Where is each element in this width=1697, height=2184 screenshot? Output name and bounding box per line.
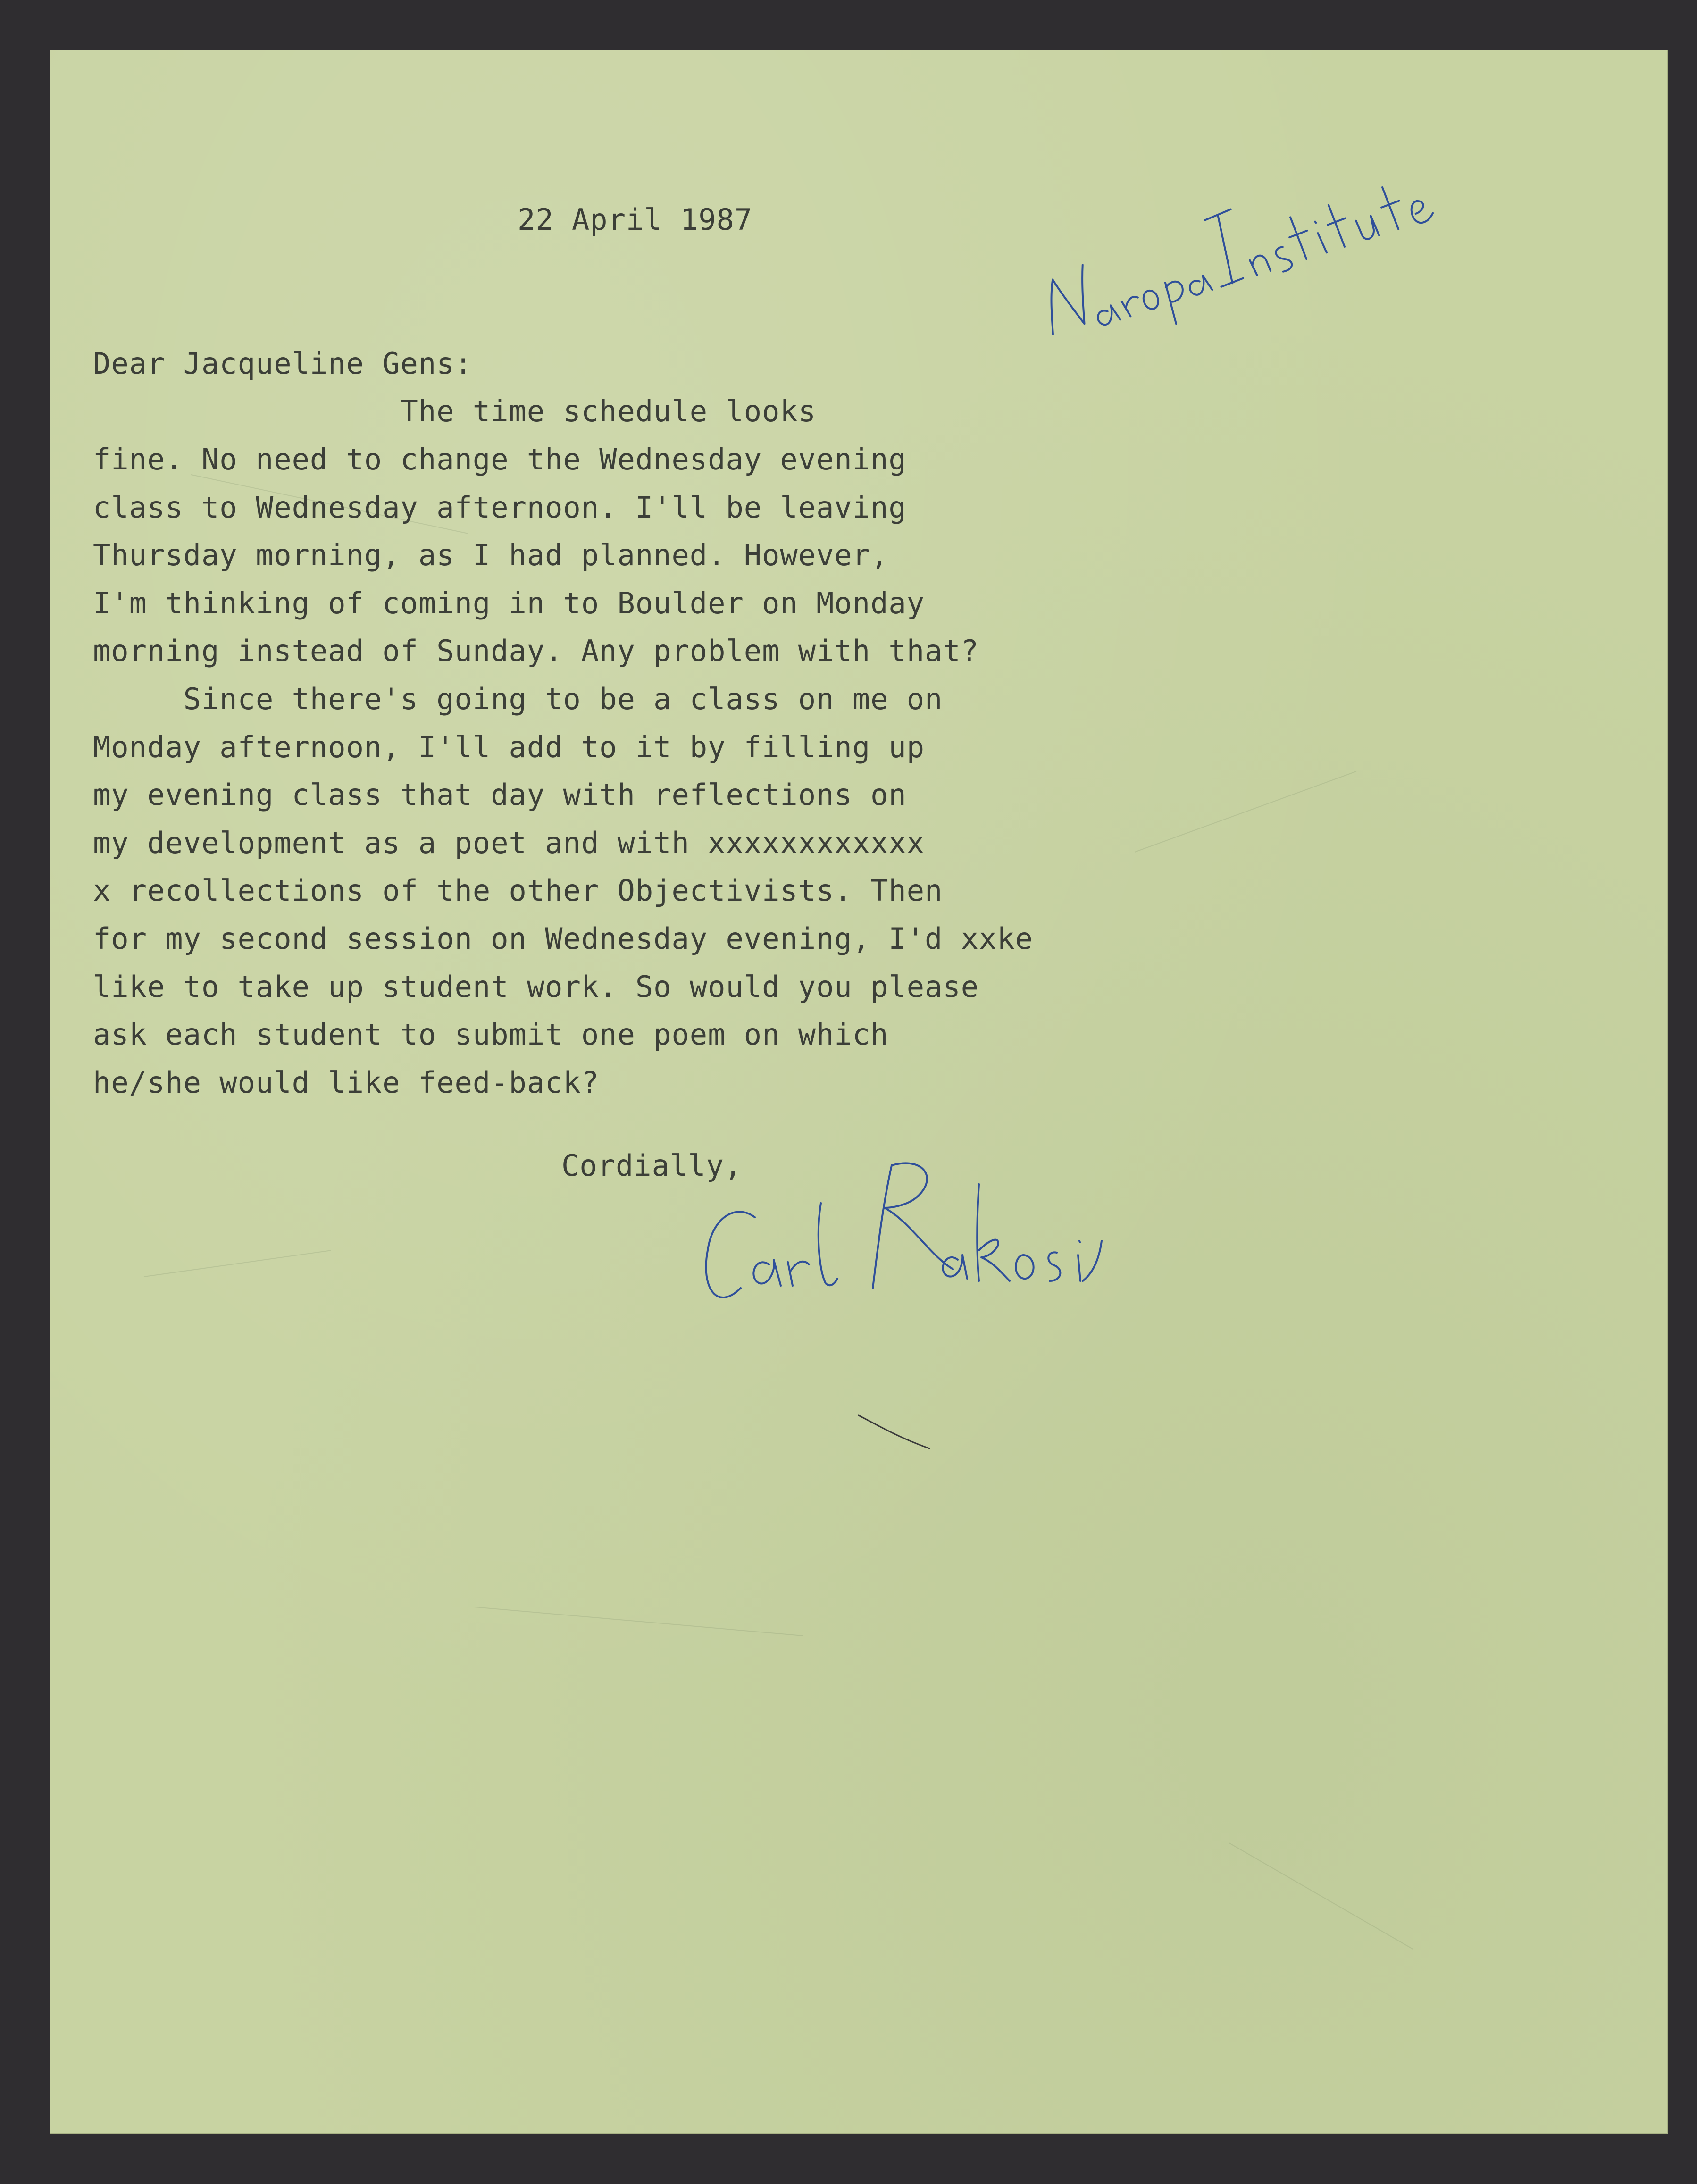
body-line: Thursday morning, as I had planned. However, xyxy=(93,538,889,572)
body-line: for my second session on Wednesday evening, I'd xxke xyxy=(93,921,1034,956)
letter-date: 22 April 1987 xyxy=(518,202,753,237)
body-line: like to take up student work. So would you please xyxy=(93,970,979,1004)
body-line: fine. No need to change the Wednesday evening xyxy=(93,442,907,477)
body-line: x recollections of the other Objectivists. Then xyxy=(93,873,943,908)
handwritten-annotation xyxy=(1000,118,1463,335)
body-line: Since there's going to be a class on me on xyxy=(93,682,943,716)
salutation: Dear Jacqueline Gens: xyxy=(93,346,473,381)
signature xyxy=(646,1099,1142,1335)
closing: Cordially, xyxy=(561,1148,743,1183)
paper-fiber xyxy=(474,1607,803,1636)
paper-fiber xyxy=(1135,771,1357,853)
body-line: he/she would like feed-back? xyxy=(93,1065,600,1100)
body-line: Monday afternoon, I'll add to it by filling up xyxy=(93,730,925,764)
body-line: The time schedule looks xyxy=(93,394,817,428)
pen-mark xyxy=(854,1411,939,1453)
body-line: my evening class that day with reflections on xyxy=(93,778,907,812)
body-line: I'm thinking of coming in to Boulder on Monday xyxy=(93,586,925,620)
body-line: my development as a poet and with xxxxxxxxxxxx xyxy=(93,826,925,860)
body-line: ask each student to submit one poem on which xyxy=(93,1017,889,1052)
signature-drawing xyxy=(646,1099,1142,1335)
annotation-drawing xyxy=(1000,118,1463,335)
pen-mark-drawing xyxy=(854,1411,939,1453)
paper-fiber xyxy=(1229,1842,1413,1950)
body-line: morning instead of Sunday. Any problem with that? xyxy=(93,634,979,668)
paper-fiber xyxy=(144,1250,331,1277)
body-line: class to Wednesday afternoon. I'll be leaving xyxy=(93,490,907,525)
